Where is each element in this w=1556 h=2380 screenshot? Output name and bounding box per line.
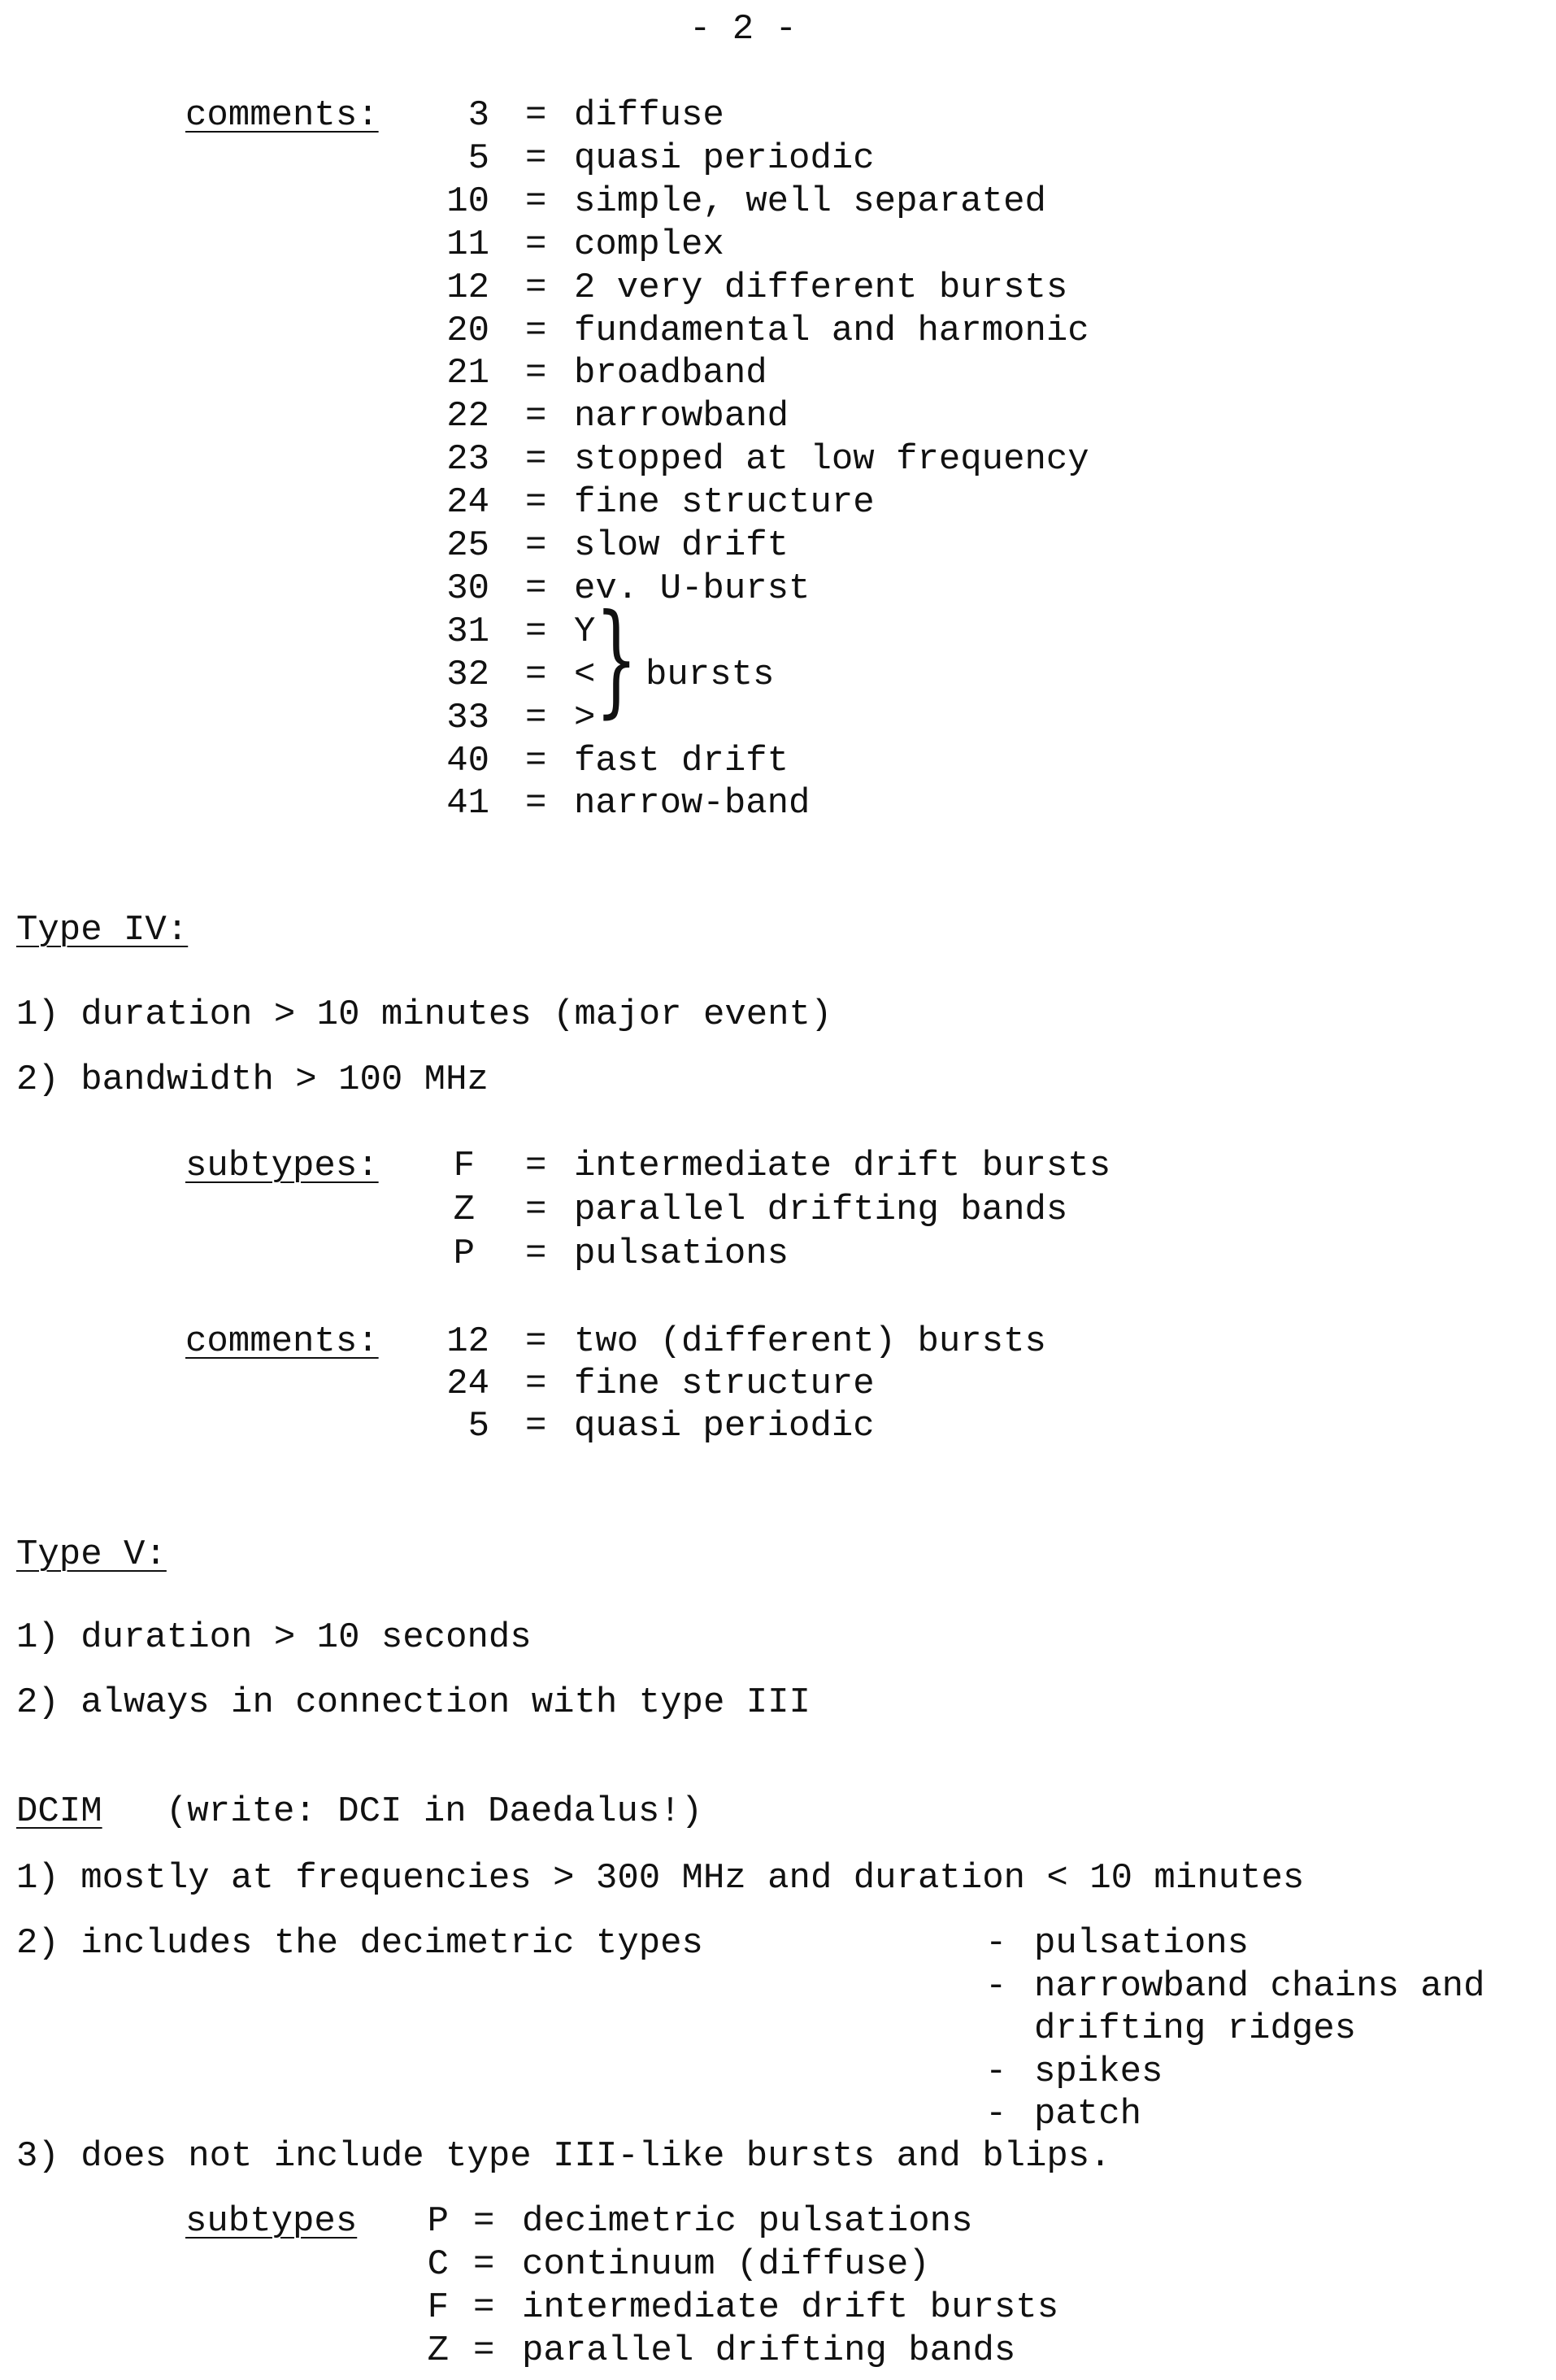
type-v-item-2: 2) always in connection with type III bbox=[16, 1682, 811, 1723]
dcim-type-dash: - bbox=[985, 1965, 1007, 2007]
type-iv-heading: Type IV: bbox=[16, 910, 189, 951]
dcim-heading: DCIM bbox=[16, 1791, 102, 1832]
dcim-subtypes-label: subtypes bbox=[185, 2201, 358, 2242]
comment-equals: = bbox=[525, 740, 547, 781]
comment-text: narrowband bbox=[574, 396, 789, 437]
type-iv-subtype-text: intermediate drift bursts bbox=[574, 1146, 1111, 1186]
comments-label: comments: bbox=[185, 95, 379, 136]
type-iv-subtype-text: pulsations bbox=[574, 1234, 789, 1274]
comment-equals: = bbox=[525, 568, 547, 609]
comment-equals: = bbox=[525, 439, 547, 481]
type-v-item-1: 1) duration > 10 seconds bbox=[16, 1617, 532, 1658]
type-iv-subtype-text: parallel drifting bands bbox=[574, 1190, 1068, 1230]
type-iv-subtype-code: F bbox=[453, 1146, 475, 1186]
dcim-subtype-text: decimetric pulsations bbox=[522, 2201, 973, 2242]
comment-equals: = bbox=[525, 654, 547, 695]
dcim-subtype-text: continuum (diffuse) bbox=[522, 2244, 930, 2285]
dcim-type-text: spikes bbox=[1034, 2051, 1163, 2092]
type-iv-subtype-code: P bbox=[453, 1234, 475, 1274]
type-iv-comment-code: 5 bbox=[467, 1406, 489, 1447]
page-number: - 2 - bbox=[689, 9, 798, 50]
comment-equals: = bbox=[525, 267, 547, 308]
comment-text: complex bbox=[574, 224, 724, 265]
comment-text: fundamental and harmonic bbox=[574, 310, 1089, 351]
comment-code: 30 bbox=[446, 568, 489, 609]
bursts-label: bursts bbox=[645, 655, 775, 695]
type-iv-subtypes-label: subtypes: bbox=[185, 1146, 379, 1186]
comment-equals: = bbox=[525, 310, 547, 351]
dcim-type-dash: - bbox=[985, 2051, 1007, 2092]
comment-code: 3 bbox=[467, 95, 489, 136]
comment-text: narrow-band bbox=[574, 783, 811, 825]
type-iv-subtype-equals: = bbox=[525, 1190, 547, 1230]
dcim-subtype-code: C bbox=[427, 2244, 449, 2285]
comment-code: 25 bbox=[446, 525, 489, 566]
type-iv-comment-text: two (different) bursts bbox=[574, 1321, 1046, 1362]
comment-equals: = bbox=[525, 224, 547, 265]
dcim-item-2: 2) includes the decimetric types bbox=[16, 1923, 703, 1964]
comment-equals: = bbox=[525, 95, 547, 136]
type-iv-comment-code: 24 bbox=[446, 1364, 489, 1404]
comment-equals: = bbox=[525, 181, 547, 222]
comment-code: 20 bbox=[446, 310, 489, 351]
comment-text: stopped at low frequency bbox=[574, 439, 1089, 481]
type-iv-comments-label: comments: bbox=[185, 1321, 379, 1362]
type-iv-subtype-code: Z bbox=[453, 1190, 475, 1230]
comment-equals: = bbox=[525, 611, 547, 652]
bursts-brace: } bbox=[595, 589, 638, 730]
dcim-type-dash: - bbox=[985, 1923, 1007, 1964]
comment-text: > bbox=[574, 697, 596, 738]
comment-text: 2 very different bursts bbox=[574, 267, 1068, 308]
dcim-subtype-text: intermediate drift bursts bbox=[522, 2287, 1059, 2328]
dcim-type-text: pulsations bbox=[1034, 1923, 1250, 1964]
dcim-type-text: drifting ridges bbox=[1034, 2008, 1357, 2049]
comment-text: quasi periodic bbox=[574, 137, 875, 179]
comment-code: 21 bbox=[446, 353, 489, 394]
comment-code: 32 bbox=[446, 654, 489, 695]
type-iv-comment-code: 12 bbox=[446, 1321, 489, 1362]
comment-text: fine structure bbox=[574, 482, 875, 524]
comment-equals: = bbox=[525, 783, 547, 825]
comment-code: 11 bbox=[446, 224, 489, 265]
comment-code: 10 bbox=[446, 181, 489, 222]
type-iv-item-1: 1) duration > 10 minutes (major event) bbox=[16, 994, 832, 1035]
comment-code: 23 bbox=[446, 439, 489, 481]
dcim-item-1: 1) mostly at frequencies > 300 MHz and duration < 10 minutes bbox=[16, 1858, 1305, 1899]
comment-equals: = bbox=[525, 482, 547, 524]
comment-text: fast drift bbox=[574, 740, 789, 781]
type-iv-comment-equals: = bbox=[525, 1321, 547, 1362]
dcim-subtype-text: parallel drifting bands bbox=[522, 2330, 1016, 2371]
dcim-subtype-code: Z bbox=[427, 2330, 449, 2371]
type-v-heading: Type V: bbox=[16, 1534, 167, 1575]
type-iv-comment-text: quasi periodic bbox=[574, 1406, 875, 1447]
dcim-type-text: patch bbox=[1034, 2094, 1142, 2134]
comment-code: 41 bbox=[446, 783, 489, 825]
comment-equals: = bbox=[525, 697, 547, 738]
comment-text: slow drift bbox=[574, 525, 789, 566]
type-iv-subtype-equals: = bbox=[525, 1234, 547, 1274]
dcim-type-text: narrowband chains and bbox=[1034, 1965, 1485, 2007]
dcim-subtype-equals: = bbox=[473, 2287, 495, 2328]
type-iv-comment-equals: = bbox=[525, 1364, 547, 1404]
comment-code: 12 bbox=[446, 267, 489, 308]
dcim-type-dash: - bbox=[985, 2094, 1007, 2134]
dcim-subtype-code: F bbox=[427, 2287, 449, 2328]
dcim-subtype-equals: = bbox=[473, 2201, 495, 2242]
type-iv-item-2: 2) bandwidth > 100 MHz bbox=[16, 1059, 489, 1100]
comment-code: 24 bbox=[446, 482, 489, 524]
comment-code: 31 bbox=[446, 611, 489, 652]
dcim-subtype-code: P bbox=[427, 2201, 449, 2242]
comment-text: < bbox=[574, 654, 596, 695]
dcim-note: (write: DCI in Daedalus!) bbox=[166, 1791, 703, 1832]
type-iv-comment-text: fine structure bbox=[574, 1364, 875, 1404]
dcim-subtype-equals: = bbox=[473, 2330, 495, 2371]
dcim-item-3: 3) does not include type III-like bursts and blips. bbox=[16, 2136, 1111, 2177]
comment-text: simple, well separated bbox=[574, 181, 1046, 222]
comment-equals: = bbox=[525, 525, 547, 566]
comment-text: diffuse bbox=[574, 95, 724, 136]
comment-code: 5 bbox=[467, 137, 489, 179]
type-iv-subtype-equals: = bbox=[525, 1146, 547, 1186]
comment-equals: = bbox=[525, 353, 547, 394]
comment-text: ev. U-burst bbox=[574, 568, 811, 609]
dcim-subtype-equals: = bbox=[473, 2244, 495, 2285]
comment-code: 22 bbox=[446, 396, 489, 437]
comment-equals: = bbox=[525, 137, 547, 179]
comment-code: 40 bbox=[446, 740, 489, 781]
comment-text: Y bbox=[574, 611, 596, 652]
type-iv-comment-equals: = bbox=[525, 1406, 547, 1447]
comment-equals: = bbox=[525, 396, 547, 437]
comment-code: 33 bbox=[446, 697, 489, 738]
comment-text: broadband bbox=[574, 353, 767, 394]
